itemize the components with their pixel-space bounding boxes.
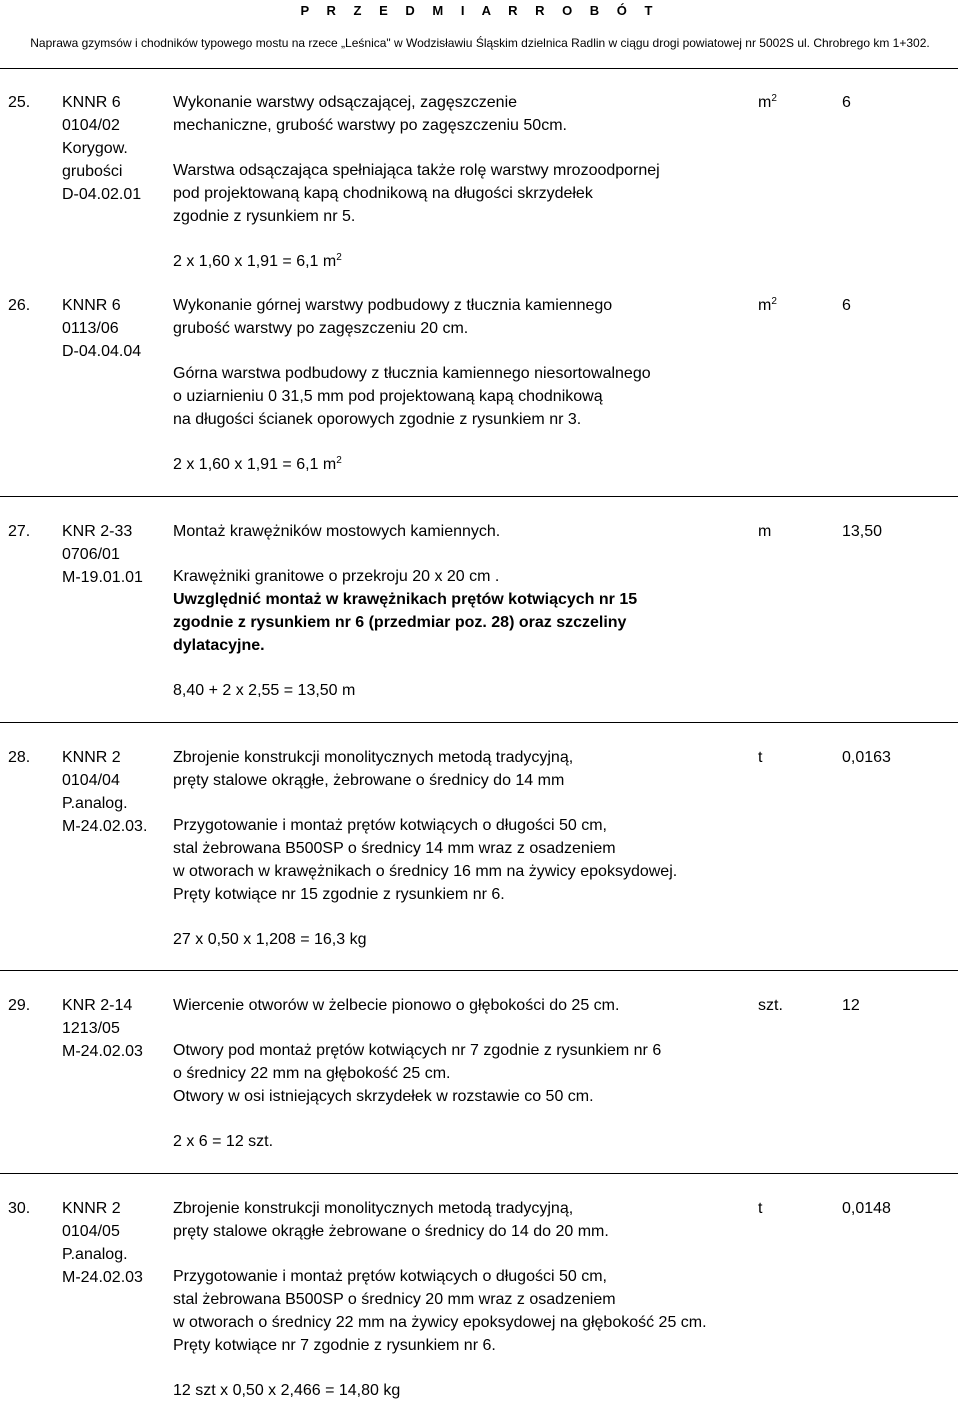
code-line: 0104/04 — [62, 772, 120, 789]
unit-text: m — [758, 94, 772, 111]
description-detail — [173, 565, 748, 657]
item-number: 29. — [8, 997, 31, 1014]
code-line: M-24.02.03. — [62, 818, 148, 835]
item-number: 26. — [8, 297, 31, 314]
unit-text: t — [758, 1200, 763, 1217]
calculation-text: 27 x 0,50 x 1,208 = 16,3 kg — [173, 931, 367, 948]
item-code — [62, 746, 162, 838]
row-divider — [0, 970, 958, 971]
description-main — [173, 746, 748, 792]
description-main — [173, 294, 748, 340]
calculation-text: 2 x 1,60 x 1,91 = 6,1 m — [173, 456, 337, 473]
description-line: o średnicy 22 mm na głębokość 25 cm. — [173, 1065, 451, 1082]
description-line: Otwory w osi istniejących skrzydełek w rozstawie co 50 cm. — [173, 1088, 594, 1105]
header-divider — [0, 68, 958, 69]
description-line: na długości ścianek oporowych zgodnie z rysunkiem nr 3. — [173, 411, 582, 428]
code-line: M-24.02.03 — [62, 1269, 143, 1286]
item-quantity: 0,0148 — [842, 1200, 891, 1217]
description-line: Otwory pod montaż prętów kotwiących nr 7 zgodnie z rysunkiem nr 6 — [173, 1042, 662, 1059]
description-detail — [173, 814, 748, 906]
item-description — [173, 91, 748, 273]
description-emphasis-line: dylatacyjne. — [173, 637, 265, 654]
item-description — [173, 1197, 748, 1402]
code-line: 0104/02 — [62, 117, 120, 134]
quantity-calculation — [173, 928, 748, 951]
description-main — [173, 520, 748, 543]
document-title: P R Z E D M I A R R O B Ó T — [300, 3, 660, 18]
code-line: M-19.01.01 — [62, 569, 143, 586]
description-line: Wykonanie warstwy odsączającej, zagęszczenie — [173, 94, 518, 111]
description-line: o uziarnieniu 0 31,5 mm pod projektowaną kapą chodnikową — [173, 388, 603, 405]
item-code — [62, 994, 162, 1063]
row-divider — [0, 722, 958, 723]
description-line: Wykonanie górnej warstwy podbudowy z tłucznia kamiennego — [173, 297, 613, 314]
code-line: D-04.02.01 — [62, 186, 142, 203]
calculation-superscript: 2 — [336, 455, 342, 466]
description-line: Przygotowanie i montaż prętów kotwiących o długości 50 cm, — [173, 817, 607, 834]
description-detail — [173, 159, 748, 228]
item-number: 30. — [8, 1200, 31, 1217]
item-quantity: 12 — [842, 997, 860, 1014]
description-line: stal żebrowana B500SP o średnicy 14 mm wraz z osadzeniem — [173, 840, 616, 857]
item-quantity: 13,50 — [842, 523, 883, 540]
description-main — [173, 1197, 748, 1243]
code-line: 1213/05 — [62, 1020, 120, 1037]
description-line: Montaż krawężników mostowych kamiennych. — [173, 523, 501, 540]
code-line: KNNR 2 — [62, 749, 121, 766]
description-line: Pręty kotwiące nr 15 zgodnie z rysunkiem nr 6. — [173, 886, 505, 903]
calculation-text: 2 x 6 = 12 szt. — [173, 1133, 274, 1150]
code-line: KNNR 6 — [62, 297, 121, 314]
code-line: KNR 2-33 — [62, 523, 133, 540]
code-line: 0706/01 — [62, 546, 120, 563]
description-line: Pręty kotwiące nr 7 zgodnie z rysunkiem nr 6. — [173, 1337, 496, 1354]
description-line: pod projektowaną kapą chodnikową na długości skrzydełek — [173, 185, 593, 202]
unit-text: m — [758, 297, 772, 314]
quantity-calculation — [173, 250, 748, 273]
description-line: w otworach o średnicy 22 mm na żywicy epoksydowej na głębokość 25 cm. — [173, 1314, 707, 1331]
code-line: Korygow. — [62, 140, 128, 157]
code-line: 0113/06 — [62, 320, 119, 337]
item-description — [173, 746, 748, 951]
code-line: M-24.02.03 — [62, 1043, 143, 1060]
item-quantity: 6 — [842, 94, 851, 111]
item-code — [62, 520, 162, 589]
description-emphasis-line: Uwzględnić montaż w krawężnikach prętów kotwiących nr 15 — [173, 591, 638, 608]
item-unit — [758, 294, 777, 317]
description-line: mechaniczne, grubość warstwy po zagęszczeniu 50cm. — [173, 117, 567, 134]
item-unit — [758, 994, 783, 1017]
description-detail — [173, 362, 748, 431]
calculation-text: 8,40 + 2 x 2,55 = 13,50 m — [173, 682, 356, 699]
description-line: pręty stalowe okrągłe żebrowane o średnicy do 14 do 20 mm. — [173, 1223, 609, 1240]
description-line: Zbrojenie konstrukcji monolitycznych metodą tradycyjną, — [173, 749, 574, 766]
unit-text: m — [758, 523, 772, 540]
unit-superscript: 2 — [771, 296, 777, 307]
quantity-calculation — [173, 679, 748, 702]
item-quantity: 0,0163 — [842, 749, 891, 766]
item-description — [173, 294, 748, 476]
code-line: D-04.04.04 — [62, 343, 142, 360]
item-number: 27. — [8, 523, 31, 540]
description-line: grubość warstwy po zagęszczeniu 20 cm. — [173, 320, 469, 337]
item-quantity: 6 — [842, 297, 851, 314]
unit-text: szt. — [758, 997, 783, 1014]
description-line: Zbrojenie konstrukcji monolitycznych metodą tradycyjną, — [173, 1200, 574, 1217]
unit-superscript: 2 — [771, 93, 777, 104]
item-description — [173, 994, 748, 1153]
code-line: 0104/05 — [62, 1223, 120, 1240]
description-line: stal żebrowana B500SP o średnicy 20 mm wraz z osadzeniem — [173, 1291, 616, 1308]
code-line: KNNR 6 — [62, 94, 121, 111]
calculation-text: 12 szt x 0,50 x 2,466 = 14,80 kg — [173, 1382, 401, 1399]
unit-text: t — [758, 749, 763, 766]
item-unit — [758, 520, 771, 543]
item-unit — [758, 91, 777, 114]
description-detail — [173, 1039, 748, 1108]
description-line: pręty stalowe okrągłe, żebrowane o średnicy do 14 mm — [173, 772, 565, 789]
description-line: w otworach w krawężnikach o średnicy 16 mm na żywicy epoksydowej. — [173, 863, 678, 880]
quantity-calculation — [173, 1379, 748, 1402]
description-main — [173, 91, 748, 137]
row-divider — [0, 1173, 958, 1174]
item-number: 25. — [8, 94, 31, 111]
calculation-text: 2 x 1,60 x 1,91 = 6,1 m — [173, 253, 337, 270]
item-code — [62, 1197, 162, 1289]
code-line: P.analog. — [62, 1246, 128, 1263]
description-emphasis-line: zgodnie z rysunkiem nr 6 (przedmiar poz. 28) oraz szczeliny — [173, 614, 627, 631]
code-line: grubości — [62, 163, 123, 180]
calculation-superscript: 2 — [336, 252, 342, 263]
document-subtitle: Naprawa gzymsów i chodników typowego mostu na rzece „Leśnica" w Wodzisławiu Śląskim dzielnica Radlin w ciągu drogi powiatowej nr 5002S ul. Chrobrego km 1+302. — [30, 36, 930, 50]
item-description — [173, 520, 748, 702]
description-line: zgodnie z rysunkiem nr 5. — [173, 208, 356, 225]
description-line: Przygotowanie i montaż prętów kotwiących o długości 50 cm, — [173, 1268, 607, 1285]
code-line: KNR 2-14 — [62, 997, 133, 1014]
item-code — [62, 294, 162, 363]
item-number: 28. — [8, 749, 31, 766]
code-line: KNNR 2 — [62, 1200, 121, 1217]
description-main — [173, 994, 748, 1017]
item-unit — [758, 1197, 762, 1220]
description-detail — [173, 1265, 748, 1357]
item-unit — [758, 746, 762, 769]
description-line: Górna warstwa podbudowy z tłucznia kamiennego niesortowalnego — [173, 365, 651, 382]
description-line: Warstwa odsączająca spełniająca także rolę warstwy mrozoodpornej — [173, 162, 660, 179]
row-divider — [0, 496, 958, 497]
item-code — [62, 91, 162, 206]
description-line: Krawężniki granitowe o przekroju 20 x 20 cm . — [173, 568, 500, 585]
code-line: P.analog. — [62, 795, 128, 812]
quantity-calculation — [173, 1130, 748, 1153]
description-line: Wiercenie otworów w żelbecie pionowo o głębokości do 25 cm. — [173, 997, 620, 1014]
quantity-calculation — [173, 453, 748, 476]
